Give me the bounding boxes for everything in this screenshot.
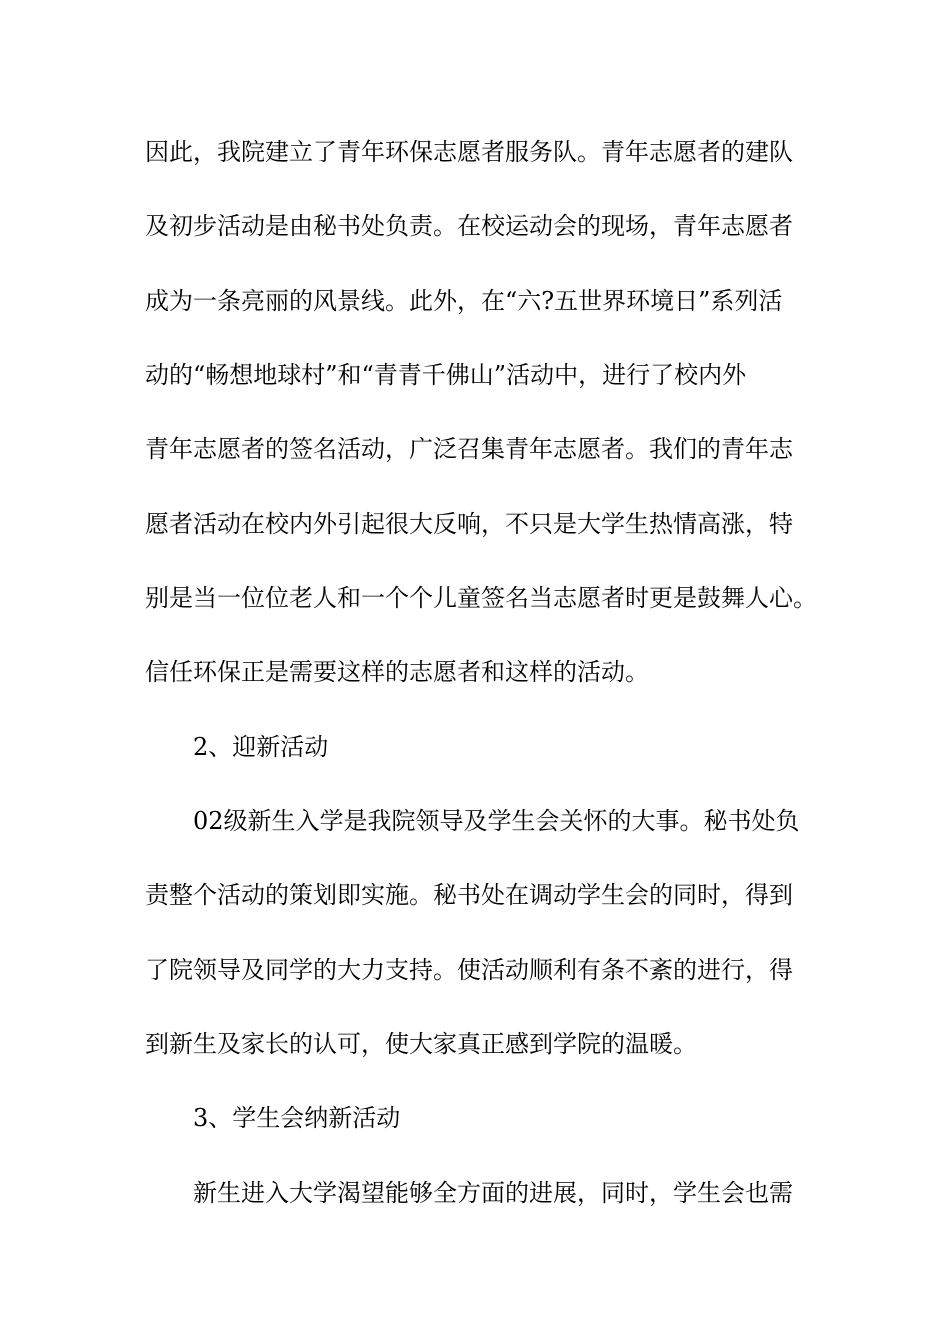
paragraph-line: 成为一条亮丽的风景线。此外，在“六?五世界环境日”系列活 [145,287,783,315]
paragraph-line: 及初步活动是由秘书处负责。在校运动会的现场，青年志愿者 [145,212,793,240]
paragraph-line: 别是当一位位老人和一个个儿童签名当志愿者时更是鼓舞人心。 [145,584,817,612]
paragraph-line: 02级新生入学是我院领导及学生会关怀的大事。秘书处负 [193,807,800,835]
paragraph-line: 责整个活动的策划即实施。秘书处在调动学生会的同时，得到 [145,881,793,909]
paragraph-line: 因此，我院建立了青年环保志愿者服务队。青年志愿者的建队 [145,138,793,166]
paragraph-line: 新生进入大学渴望能够全方面的进展，同时，学生会也需 [193,1179,793,1207]
paragraph-line: 到新生及家长的认可，使大家真正感到学院的温暖。 [145,1030,697,1058]
section-heading: 2、迎新活动 [193,733,329,761]
paragraph-line: 动的“畅想地球村”和“青青千佛山”活动中，进行了校内外 [145,361,747,389]
paragraph-line: 青年志愿者的签名活动，广泛召集青年志愿者。我们的青年志 [145,435,793,463]
paragraph-line: 了院领导及同学的大力支持。使活动顺利有条不紊的进行，得 [145,956,793,984]
section-heading: 3、学生会纳新活动 [193,1104,401,1132]
paragraph-line: 愿者活动在校内外引起很大反响，不只是大学生热情高涨，特 [145,510,793,538]
paragraph-line: 信任环保正是需要这样的志愿者和这样的活动。 [145,658,649,686]
